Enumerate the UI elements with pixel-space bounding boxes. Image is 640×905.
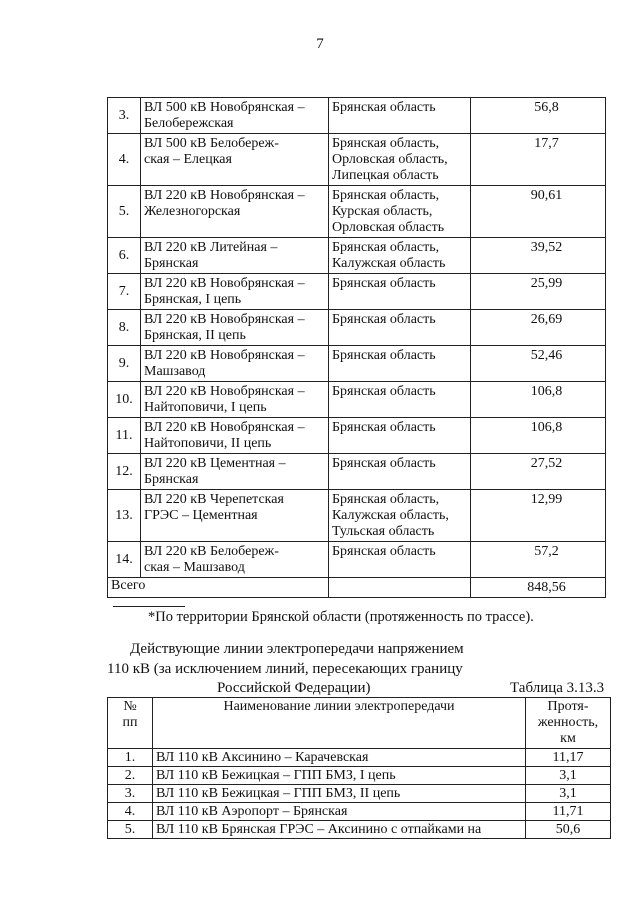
line-name: ВЛ 220 кВ Цементная – Брянская xyxy=(141,454,329,490)
line-name: ВЛ 110 кВ Аксинино – Карачевская xyxy=(153,749,526,767)
line-length: 27,52 xyxy=(471,454,606,490)
power-lines-table-continued xyxy=(107,97,606,598)
table-row xyxy=(108,454,606,490)
line-name: ВЛ 110 кВ Брянская ГРЭС – Аксинино с отпайками на xyxy=(153,821,526,839)
regions: Брянская область xyxy=(329,454,471,490)
total-empty-cell xyxy=(329,578,471,598)
line-length: 52,46 xyxy=(471,346,606,382)
line-name: ВЛ 220 кВ Новобрянская – Железногорская xyxy=(141,186,329,238)
regions: Брянская область xyxy=(329,98,471,134)
row-number: 6. xyxy=(108,238,141,274)
line-length: 3,1 xyxy=(526,767,611,785)
line-name: ВЛ 500 кВ Новобрянская – Белобережская xyxy=(141,98,329,134)
row-number: 2. xyxy=(108,767,153,785)
row-number: 1. xyxy=(108,749,153,767)
table-row xyxy=(108,821,611,839)
line-name: ВЛ 220 кВ Новобрянская – Найтоповичи, I цепь xyxy=(141,382,329,418)
table-row xyxy=(108,749,611,767)
row-number: 14. xyxy=(108,542,141,578)
line-name: ВЛ 220 кВ Белобереж- ская – Машзавод xyxy=(141,542,329,578)
line-name: ВЛ 110 кВ Аэропорт – Брянская xyxy=(153,803,526,821)
table-caption-line1: Действующие линии электропередачи напряжением xyxy=(130,641,464,657)
header-length: Протя- женность, км xyxy=(526,698,611,749)
footnote: *По территории Брянской области (протяженность по трассе). xyxy=(148,609,534,625)
regions: Брянская область xyxy=(329,274,471,310)
line-length: 106,8 xyxy=(471,382,606,418)
total-value: 848,56 xyxy=(471,578,606,598)
regions: Брянская область xyxy=(329,382,471,418)
row-number: 7. xyxy=(108,274,141,310)
table-caption-line3: Российской Федерации) xyxy=(217,680,371,696)
line-name: ВЛ 110 кВ Бежицкая – ГПП БМЗ, I цепь xyxy=(153,767,526,785)
table2-header-row xyxy=(108,698,611,749)
row-number: 5. xyxy=(108,186,141,238)
power-lines-110kv-table xyxy=(107,697,611,839)
line-length: 106,8 xyxy=(471,418,606,454)
row-number: 10. xyxy=(108,382,141,418)
row-number: 4. xyxy=(108,803,153,821)
table-row xyxy=(108,134,606,186)
footnote-divider xyxy=(113,606,185,607)
line-length: 50,6 xyxy=(526,821,611,839)
line-length: 57,2 xyxy=(471,542,606,578)
row-number: 5. xyxy=(108,821,153,839)
regions: Брянская область, Орловская область, Липецкая область xyxy=(329,134,471,186)
line-name: ВЛ 220 кВ Новобрянская – Брянская, II цепь xyxy=(141,310,329,346)
regions: Брянская область xyxy=(329,418,471,454)
row-number: 4. xyxy=(108,134,141,186)
table-row xyxy=(108,418,606,454)
line-length: 12,99 xyxy=(471,490,606,542)
line-length: 3,1 xyxy=(526,785,611,803)
line-length: 11,17 xyxy=(526,749,611,767)
table-row xyxy=(108,767,611,785)
line-length: 90,61 xyxy=(471,186,606,238)
row-number: 8. xyxy=(108,310,141,346)
line-name: ВЛ 220 кВ Новобрянская – Найтоповичи, II цепь xyxy=(141,418,329,454)
line-length: 11,71 xyxy=(526,803,611,821)
table-row xyxy=(108,346,606,382)
line-name: ВЛ 220 кВ Черепетская ГРЭС – Цементная xyxy=(141,490,329,542)
table2-body xyxy=(108,749,611,839)
line-length: 56,8 xyxy=(471,98,606,134)
line-name: ВЛ 220 кВ Новобрянская – Брянская, I цепь xyxy=(141,274,329,310)
page-number: 7 xyxy=(316,36,324,52)
table-row xyxy=(108,803,611,821)
table-row xyxy=(108,186,606,238)
table-row xyxy=(108,542,606,578)
line-length: 17,7 xyxy=(471,134,606,186)
line-length: 25,99 xyxy=(471,274,606,310)
table-row xyxy=(108,98,606,134)
table1-body xyxy=(108,98,606,578)
table-row xyxy=(108,785,611,803)
line-name: ВЛ 110 кВ Бежицкая – ГПП БМЗ, II цепь xyxy=(153,785,526,803)
table-number-label: Таблица 3.13.3 xyxy=(510,680,605,696)
header-num: № пп xyxy=(108,698,153,749)
line-length: 39,52 xyxy=(471,238,606,274)
table-row xyxy=(108,310,606,346)
row-number: 3. xyxy=(108,98,141,134)
regions: Брянская область, Калужская область xyxy=(329,238,471,274)
table-row xyxy=(108,490,606,542)
row-number: 9. xyxy=(108,346,141,382)
regions: Брянская область xyxy=(329,310,471,346)
header-line-name: Наименование линии электропередачи xyxy=(153,698,526,749)
total-row xyxy=(108,578,606,598)
total-label: Всего xyxy=(108,578,329,598)
regions: Брянская область xyxy=(329,346,471,382)
line-length: 26,69 xyxy=(471,310,606,346)
table-row xyxy=(108,274,606,310)
line-name: ВЛ 220 кВ Новобрянская – Машзавод xyxy=(141,346,329,382)
table-caption-line2: 110 кВ (за исключением линий, пересекающих границу xyxy=(107,661,463,677)
regions: Брянская область, Калужская область, Тульская область xyxy=(329,490,471,542)
line-name: ВЛ 220 кВ Литейная – Брянская xyxy=(141,238,329,274)
row-number: 12. xyxy=(108,454,141,490)
regions: Брянская область, Курская область, Орловская область xyxy=(329,186,471,238)
table-row xyxy=(108,238,606,274)
regions: Брянская область xyxy=(329,542,471,578)
line-name: ВЛ 500 кВ Белобереж- ская – Елецкая xyxy=(141,134,329,186)
row-number: 13. xyxy=(108,490,141,542)
row-number: 3. xyxy=(108,785,153,803)
table-row xyxy=(108,382,606,418)
row-number: 11. xyxy=(108,418,141,454)
